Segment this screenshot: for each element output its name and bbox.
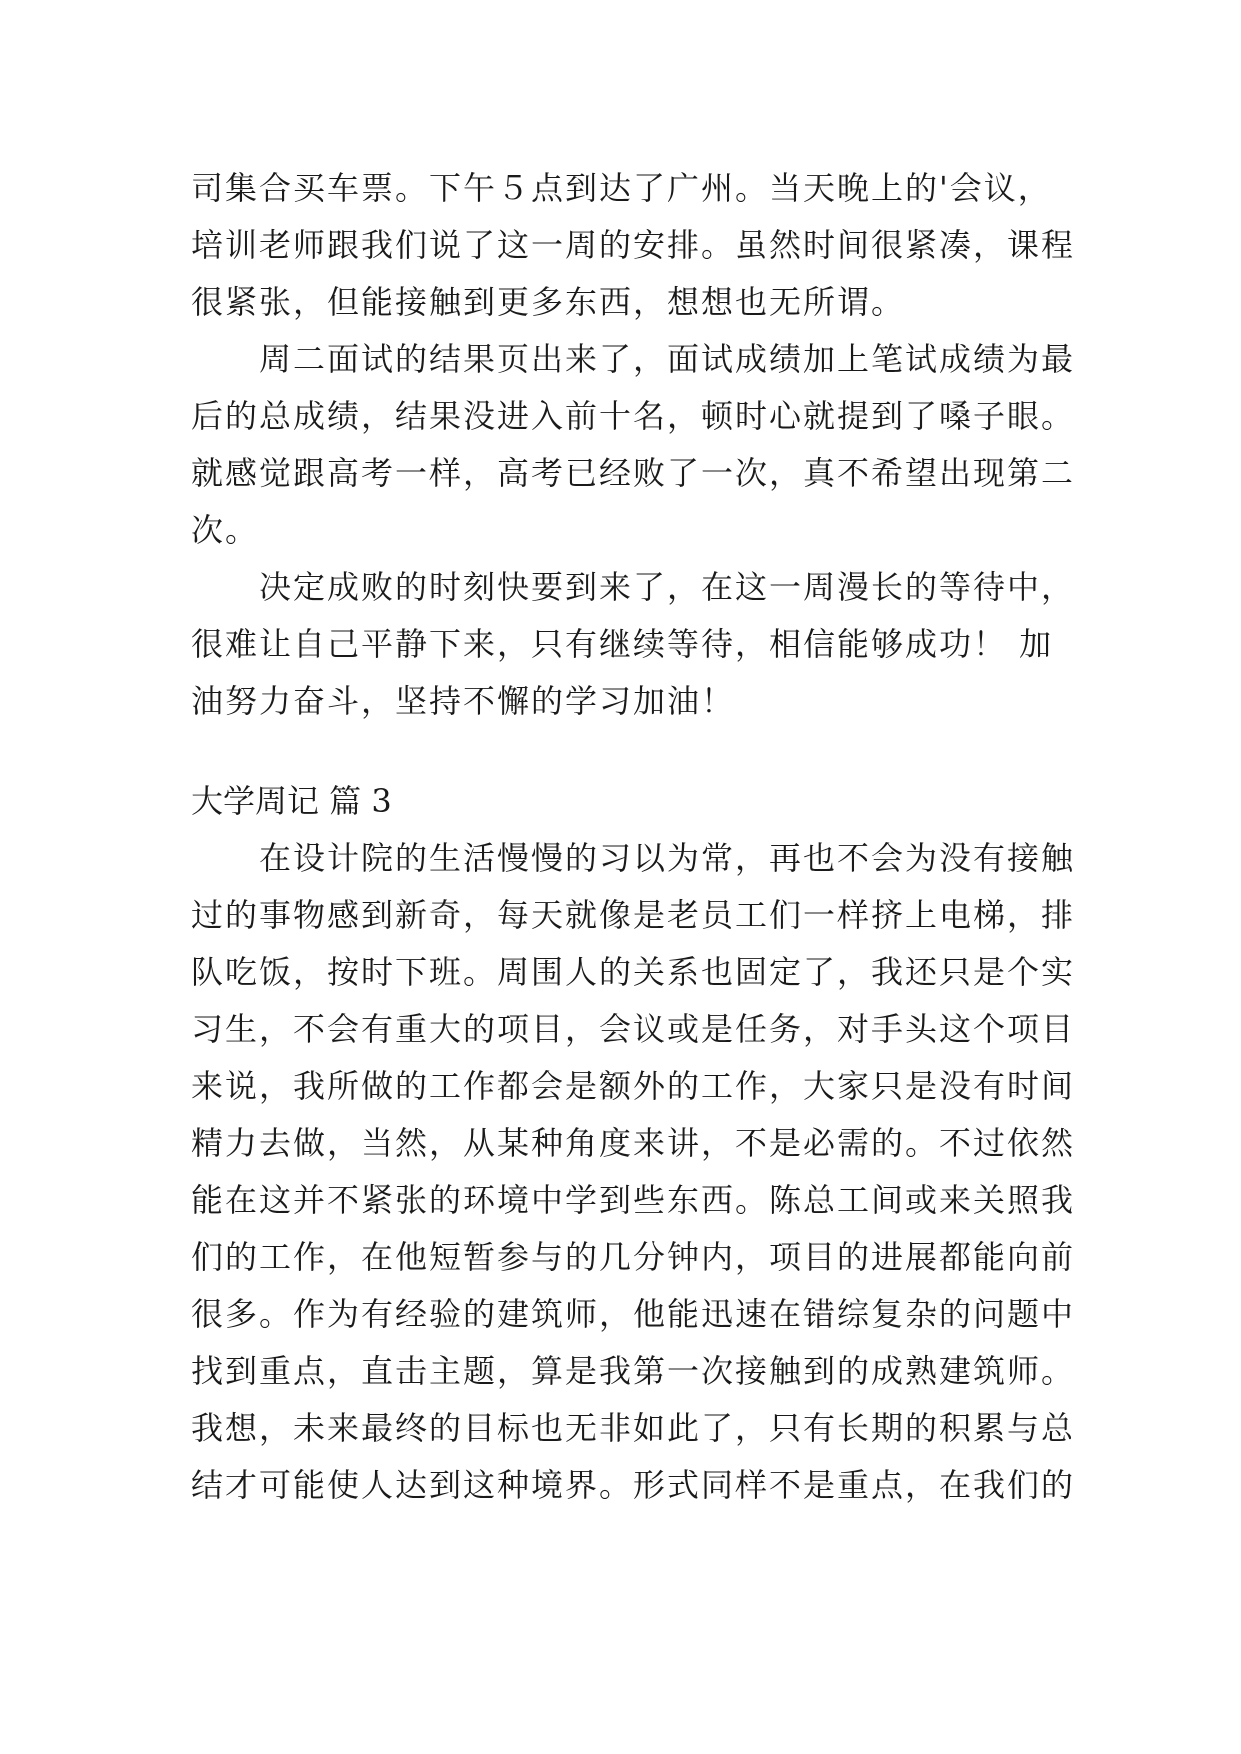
paragraph-line: 决定成败的时刻快要到来了，在这一周漫长的等待中， <box>259 568 1076 606</box>
paragraph-line: 结才可能使人达到这种境界。形式同样不是重点，在我们的 <box>191 1466 1076 1504</box>
paragraph-line: 们的工作，在他短暂参与的几分钟内，项目的进展都能向前 <box>191 1238 1076 1276</box>
paragraph-line: 很多。作为有经验的建筑师，他能迅速在错综复杂的问题中 <box>191 1295 1076 1333</box>
paragraph-line: 后的总成绩，结果没进入前十名，顿时心就提到了嗓子眼。 <box>191 397 1076 435</box>
paragraph-line: 精力去做，当然，从某种角度来讲，不是必需的。不过依然 <box>191 1124 1076 1162</box>
paragraph-line: 在设计院的生活慢慢的习以为常，再也不会为没有接触 <box>259 839 1076 877</box>
paragraph-line: 习生，不会有重大的项目，会议或是任务，对手头这个项目 <box>191 1010 1076 1048</box>
section-spacer <box>191 730 1071 773</box>
paragraph-line: 我想，未来最终的目标也无非如此了，只有长期的积累与总 <box>191 1409 1076 1447</box>
paragraph-line: 油努力奋斗，坚持不懈的学习加油！ <box>191 682 736 720</box>
paragraph-line: 很难让自己平静下来，只有继续等待，相信能够成功！ 加 <box>191 625 1054 663</box>
section-heading: 大学周记 篇 3 <box>191 782 392 820</box>
paragraph-line: 次。 <box>191 511 260 549</box>
document-body <box>191 160 1076 1514</box>
paragraph-line: 找到重点，直击主题，算是我第一次接触到的成熟建筑师。 <box>191 1352 1076 1390</box>
paragraph-line: 过的事物感到新奇，每天就像是老员工们一样挤上电梯，排 <box>191 896 1076 934</box>
paragraph-line: 队吃饭，按时下班。周围人的关系也固定了，我还只是个实 <box>191 953 1076 991</box>
paragraph-line: 培训老师跟我们说了这一周的安排。虽然时间很紧凑，课程 <box>191 226 1076 264</box>
paragraph-line: 周二面试的结果页出来了，面试成绩加上笔试成绩为最 <box>259 340 1076 378</box>
paragraph-line: 很紧张，但能接触到更多东西，想想也无所谓。 <box>191 283 906 321</box>
paragraph-line: 司集合买车票。下午５点到达了广州。当天晚上的'会议， <box>191 169 1052 207</box>
paragraph-line: 来说，我所做的工作都会是额外的工作，大家只是没有时间 <box>191 1067 1076 1105</box>
paragraph-line: 就感觉跟高考一样，高考已经败了一次，真不希望出现第二 <box>191 454 1076 492</box>
paragraph-line: 能在这并不紧张的环境中学到些东西。陈总工间或来关照我 <box>191 1181 1076 1219</box>
